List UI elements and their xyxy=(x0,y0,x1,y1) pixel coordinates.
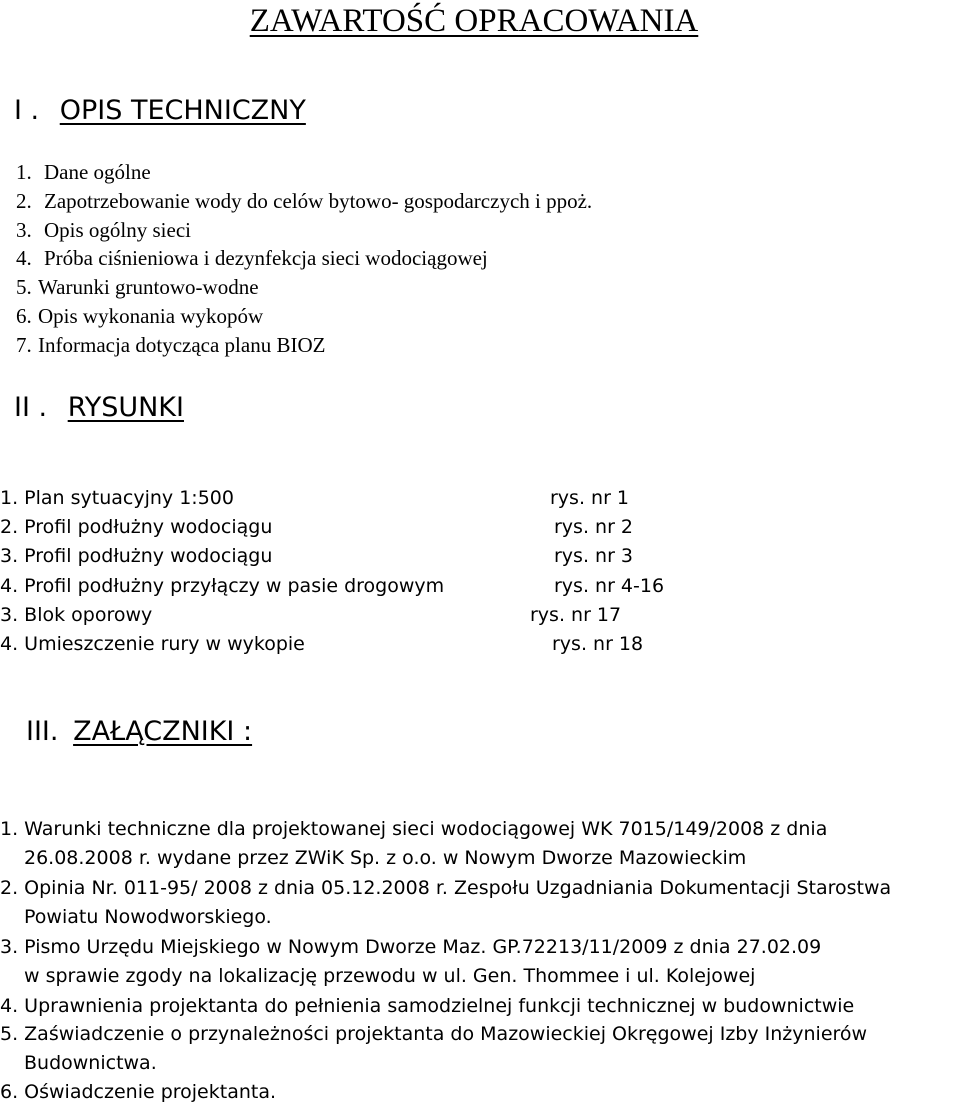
drawing-title: 3. Blok oporowy xyxy=(0,603,153,626)
section-number: III. xyxy=(26,716,59,747)
list-item-text: Informacja dotycząca planu BIOZ xyxy=(38,332,326,357)
section-label: ZAŁĄCZNIKI : xyxy=(73,716,253,747)
list-item-number: 6. xyxy=(16,304,32,328)
document-title: ZAWARTOŚĆ OPRACOWANIA xyxy=(249,3,699,39)
list-item-number: 2. xyxy=(16,188,32,213)
drawing-reference: rys. nr 1 xyxy=(550,487,630,509)
list-item-text: Opis ogólny sieci xyxy=(44,217,191,242)
drawing-reference: rys. nr 4-16 xyxy=(554,574,665,597)
drawing-title: 4. Profil podłużny przyłączy w pasie drogowym xyxy=(0,574,445,597)
attachment-line: 26.08.2008 r. wydane przez ZWiK Sp. z o.o. w Nowym Dworze Mazowieckim xyxy=(24,847,747,869)
section-number: II . xyxy=(14,392,48,423)
attachment-line: w sprawie zgody na lokalizację przewodu w ul. Gen. Thommee i ul. Kolejowej xyxy=(24,965,756,987)
list-item-number: 5. xyxy=(16,275,32,300)
list-item-text: Warunki gruntowo-wodne xyxy=(38,275,259,300)
list-item-number: 3. xyxy=(16,217,32,242)
list-item-text: Próba ciśnieniowa i dezynfekcja sieci wodociągowej xyxy=(44,246,488,271)
list-item-number: 1. xyxy=(16,160,32,184)
attachment-line: 2. Opinia Nr. 011-95/ 2008 z dnia 05.12.2008 r. Zespołu Uzgadniania Dokumentacji Starostwa xyxy=(0,877,892,899)
drawing-title: 2. Profil podłużny wodociągu xyxy=(0,516,273,539)
attachment-line: 3. Pismo Urzędu Miejskiego w Nowym Dworze Maz. GP.72213/11/2009 z dnia 27.02.09 xyxy=(0,936,822,958)
section-zalaczniki-heading xyxy=(26,716,252,748)
drawing-title: 1. Plan sytuacyjny 1:500 xyxy=(0,487,234,509)
drawing-reference: rys. nr 18 xyxy=(552,633,644,655)
list-item-number: 4. xyxy=(16,246,32,271)
attachment-line: 6. Oświadczenie projektanta. xyxy=(0,1081,277,1103)
drawing-reference: rys. nr 2 xyxy=(554,516,634,539)
drawing-reference: rys. nr 3 xyxy=(554,545,634,568)
section-rysunki-heading xyxy=(14,392,184,424)
attachment-line: Powiatu Nowodworskiego. xyxy=(24,906,272,928)
section-label: RYSUNKI xyxy=(67,392,184,423)
attachment-line: 4. Uprawnienia projektanta do pełnienia samodzielnej funkcji technicznej w budownictwie xyxy=(0,995,855,1017)
section-opis-techniczny-heading xyxy=(14,95,306,127)
section-number: I . xyxy=(14,95,40,126)
list-item-text: Opis wykonania wykopów xyxy=(38,304,264,328)
list-item-text: Zapotrzebowanie wody do celów bytowo- gospodarczych i ppoż. xyxy=(44,188,593,213)
list-item-text: Dane ogólne xyxy=(44,160,151,184)
attachment-line: 1. Warunki techniczne dla projektowanej sieci wodociągowej WK 7015/149/2008 z dnia xyxy=(0,818,828,840)
drawing-title: 3. Profil podłużny wodociągu xyxy=(0,545,273,568)
list-item-number: 7. xyxy=(16,332,32,357)
drawing-title: 4. Umieszczenie rury w wykopie xyxy=(0,633,305,655)
section-label: OPIS TECHNICZNY xyxy=(59,95,306,126)
drawing-reference: rys. nr 17 xyxy=(530,603,622,626)
attachment-line: 5. Zaświadczenie o przynależności projektanta do Mazowieckiej Okręgowej Izby Inżynierów xyxy=(0,1023,868,1045)
attachment-line: Budownictwa. xyxy=(24,1052,157,1074)
